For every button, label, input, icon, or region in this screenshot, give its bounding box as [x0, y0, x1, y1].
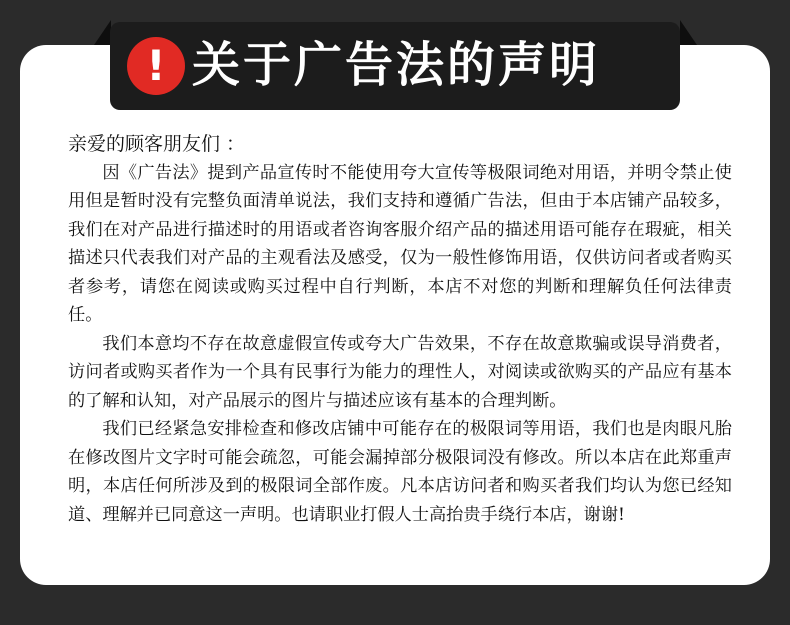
greeting-line: 亲爱的顾客朋友们 ： [68, 133, 246, 155]
notice-paragraph-1: 因《广告法》提到产品宣传时不能使用夸大宣传等极限词绝对用语，并明令禁止使用但是暂时没有完整负面清单说法，我们支持和遵循广告法，但由于本店铺产品较多，我们在对产品进行描述时的用语或者咨询客服介绍产品的描述用语可能存在瑕疵，相关描述只代表我们对产品的主观看法及感受，仅为一般性修饰用语，仅供访问者或者购买者参考，请您在阅读或购买过程中自行判断，本店不对您的判断和理解负任何法律责任。 [68, 162, 732, 325]
exclamation-icon: ! [127, 37, 185, 95]
ribbon-fold-right [680, 20, 697, 45]
page-title: 关于广告法的声明 [192, 37, 601, 93]
notice-paragraph-2: 我们本意均不存在故意虚假宣传或夸大广告效果，不存在故意欺骗或误导消费者，访问者或购买者作为一个具有民事行为能力的理性人，对阅读或欲购买的产品应有基本的了解和认知，对产品展示的图片与描述应该有基本的合理判断。 [68, 333, 732, 411]
notice-body [68, 130, 732, 529]
notice-paragraph-3: 我们已经紧急安排检查和修改店铺中可能存在的极限词等用语，我们也是肉眼凡胎在修改图片文字时可能会疏忽，可能会漏掉部分极限词没有修改。所以本店在此郑重声明，本店任何所涉及到的极限词全部作废。凡本店访问者和购买者我们均认为您已经知道、理解并已同意这一声明。也请职业打假人士高抬贵手绕行本店，谢谢! [68, 419, 732, 525]
ribbon-fold-left [94, 20, 111, 45]
